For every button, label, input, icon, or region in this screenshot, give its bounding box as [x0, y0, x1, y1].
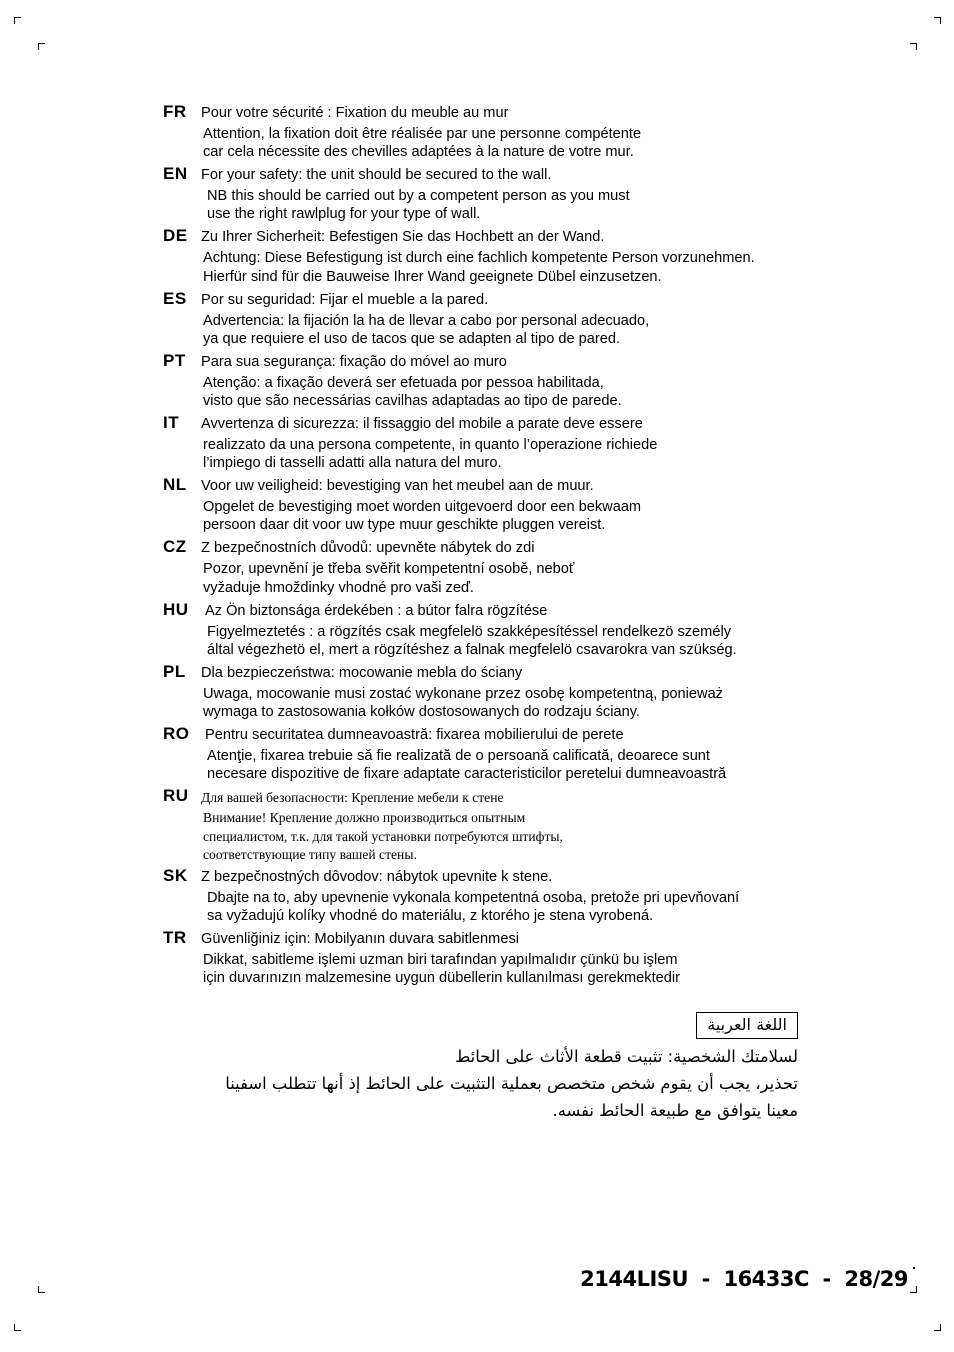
arabic-body-line: معينا يتوافق مع طبيعة الحائط نفسه.: [552, 1101, 798, 1120]
entry-body: [203, 685, 723, 721]
entry-heading: Pour votre sécurité : Fixation du meuble au mur: [201, 105, 509, 121]
arabic-heading: لسلامتك الشخصية: تثبيت قطعة الأثاث على الحائط: [455, 1047, 798, 1066]
crop-mark-inner-bottom-right: [910, 1286, 917, 1293]
crop-mark-outer-top-left: [14, 17, 21, 24]
entry-body-line: Внимание! Крепление должно производиться опытным: [203, 810, 526, 826]
entry-body-line: Uwaga, mocowanie musi zostać wykonane przez osobę kompetentną, ponieważ: [203, 685, 723, 702]
entry-sk: [163, 867, 843, 929]
language-code: RU: [163, 786, 189, 806]
entry-body-line: специалистом, т.к. для такой установки потребуются штифты,: [203, 828, 563, 844]
entry-heading: Z bezpečnostních důvodů: upevněte nábytek do zdi: [201, 540, 535, 557]
entry-body-line: által végezhetö el, mert a rögzítéshez a falnak megfelelö csavarokra van szükség.: [207, 641, 737, 658]
language-code: CZ: [163, 537, 187, 557]
entry-nl: [163, 476, 843, 538]
entry-body-line: Advertencia: la fijación la ha de llevar a cabo por personal adecuado,: [203, 312, 650, 329]
entry-body-line: için duvarınızın malzemesine uygun dübellerin kullanılması gerekmektedir: [203, 970, 680, 987]
entry-body: [203, 312, 649, 348]
language-code: HU: [163, 599, 189, 619]
crop-mark-outer-top-right: [934, 17, 941, 24]
entry-hu: [163, 601, 843, 663]
entry-body: [203, 436, 657, 472]
arabic-language-label: اللغة العربية: [696, 1012, 798, 1039]
entry-body-line: Attention, la fixation doit être réalisée par une personne compétente: [203, 126, 642, 142]
entry-heading: For your safety: the unit should be secured to the wall.: [201, 167, 552, 184]
entry-it: [163, 414, 843, 476]
entry-tr: [163, 929, 843, 991]
crop-mark-outer-bottom-left: [14, 1324, 21, 1331]
entry-body-line: visto que são necessárias cavilhas adaptadas ao tipo de parede.: [203, 392, 622, 409]
entry-body-line: Dikkat, sabitleme işlemi uzman biri tarafından yapılmalıdır çünkü bu işlem: [203, 952, 678, 969]
entry-body-line: ya que requiere el uso de tacos que se adapten al tipo de pared.: [203, 330, 621, 347]
language-entries: [163, 103, 843, 991]
entry-body-line: l’impiego di tasselli adatti alla natura del muro.: [203, 455, 502, 472]
language-code: SK: [163, 866, 188, 886]
entry-heading: Por su seguridad: Fijar el mueble a la pared.: [201, 291, 489, 308]
entry-heading: Z bezpečnostných dôvodov: nábytok upevnite k stene.: [201, 869, 553, 886]
footer-dot: [913, 1267, 915, 1269]
language-code: DE: [163, 226, 188, 246]
entry-body-line: Figyelmeztetés : a rögzítés csak megfelelö szakképesítéssel rendelkezö személy: [207, 623, 731, 640]
language-code: TR: [163, 928, 187, 948]
entry-es: [163, 290, 843, 352]
entry-body-line: necesare dispozitive de fixare adaptate caracteristicilor peretelui dumneavoastră: [207, 766, 727, 783]
entry-body: [207, 889, 739, 925]
entry-body-line: Atenção: a fixação deverá ser efetuada por pessoa habilitada,: [203, 374, 604, 391]
entry-heading: Pentru securitatea dumneavoastră: fixarea mobilierului de perete: [205, 726, 624, 743]
entry-ru: [163, 787, 843, 867]
crop-mark-inner-bottom-left: [38, 1286, 45, 1293]
entry-heading: Dla bezpieczeństwa: mocowanie mebla do ściany: [201, 664, 523, 681]
entry-body-line: Hierfür sind für die Bauweise Ihrer Wand geeignete Dübel einzusetzen.: [203, 268, 662, 285]
crop-mark-outer-bottom-right: [934, 1324, 941, 1331]
arabic-section: [160, 1012, 798, 1124]
entry-body: [203, 249, 755, 285]
entry-body-line: Pozor, upevnění je třeba svěřit kompetentní osobě, neboť: [203, 561, 575, 578]
entry-body: [203, 125, 641, 161]
language-code: EN: [163, 164, 188, 184]
crop-mark-inner-top-right: [910, 43, 917, 50]
entry-body-line: realizzato da una persona competente, in quanto l’operazione richiede: [203, 436, 658, 453]
entry-body-line: NB this should be carried out by a competent person as you must: [207, 188, 630, 205]
entry-body: [203, 560, 574, 596]
language-code: NL: [163, 475, 187, 495]
crop-mark-inner-top-left: [38, 43, 45, 50]
entry-heading: Güvenliğiniz için: Mobilyanın duvara sabitlenmesi: [201, 931, 519, 948]
entry-body: [207, 187, 630, 223]
language-code: RO: [163, 723, 190, 743]
arabic-body-line: تحذير، يجب أن يقوم شخص متخصص بعملية التثبيت على الحائط إذ أنها تتطلب اسفينا: [225, 1074, 798, 1093]
entry-body: [203, 809, 563, 865]
entry-body-line: car cela nécessite des chevilles adaptées à la nature de votre mur.: [203, 144, 634, 161]
entry-body-line: Atenţie, fixarea trebuie să fie realizată de o persoană calificată, deoarece sunt: [207, 747, 710, 764]
entry-body: [203, 374, 622, 410]
entry-body: [203, 498, 641, 534]
entry-body: [203, 951, 680, 987]
entry-body: [207, 623, 737, 659]
entry-fr: [163, 103, 843, 165]
entry-de: [163, 227, 843, 289]
entry-en: [163, 165, 843, 227]
entry-pl: [163, 663, 843, 725]
entry-heading: Avvertenza di sicurezza: il fissaggio del mobile a parate deve essere: [201, 415, 643, 432]
entry-body-line: Opgelet de bevestiging moet worden uitgevoerd door een bekwaam: [203, 499, 642, 516]
entry-heading: Voor uw veiligheid: bevestiging van het meubel aan de muur.: [201, 478, 594, 495]
language-code: IT: [163, 412, 180, 432]
entry-heading: Az Ön biztonsága érdekében : a bútor falra rögzítése: [205, 602, 548, 619]
document-reference: 2144LISU - 16433C - 28/29: [580, 1267, 908, 1291]
language-code: ES: [163, 288, 187, 308]
entry-heading: Para sua segurança: fixação do móvel ao muro: [201, 353, 507, 370]
entry-body-line: Achtung: Diese Befestigung ist durch eine fachlich kompetente Person vorzunehmen.: [203, 250, 755, 267]
language-code: PL: [163, 661, 186, 681]
entry-body-line: соответствующие типу вашей стены.: [203, 847, 417, 863]
entry-body-line: wymaga to zastosowania kołków dostosowanych do rodzaju ściany.: [203, 703, 640, 720]
language-code: PT: [163, 350, 186, 370]
entry-ro: [163, 725, 843, 787]
entry-body-line: Dbajte na to, aby upevnenie vykonala kompetentná osoba, pretože pri upevňovaní: [207, 890, 740, 907]
entry-body-line: use the right rawlplug for your type of wall.: [207, 206, 481, 223]
entry-heading: Zu Ihrer Sicherheit: Befestigen Sie das Hochbett an der Wand.: [201, 229, 605, 246]
entry-cz: [163, 538, 843, 600]
language-code: FR: [163, 102, 187, 121]
entry-heading: Для вашей безопасности: Крепление мебели к стене: [201, 790, 504, 806]
entry-body-line: sa vyžadujú kolíky vhodné do materiálu, z ktorého je stena vyrobená.: [207, 908, 654, 925]
entry-body: [207, 747, 726, 783]
entry-body-line: persoon daar dit voor uw type muur geschikte pluggen vereist.: [203, 517, 606, 534]
entry-body-line: vyžaduje hmoždinky vhodné pro vaši zeď.: [203, 579, 474, 596]
entry-pt: [163, 352, 843, 414]
